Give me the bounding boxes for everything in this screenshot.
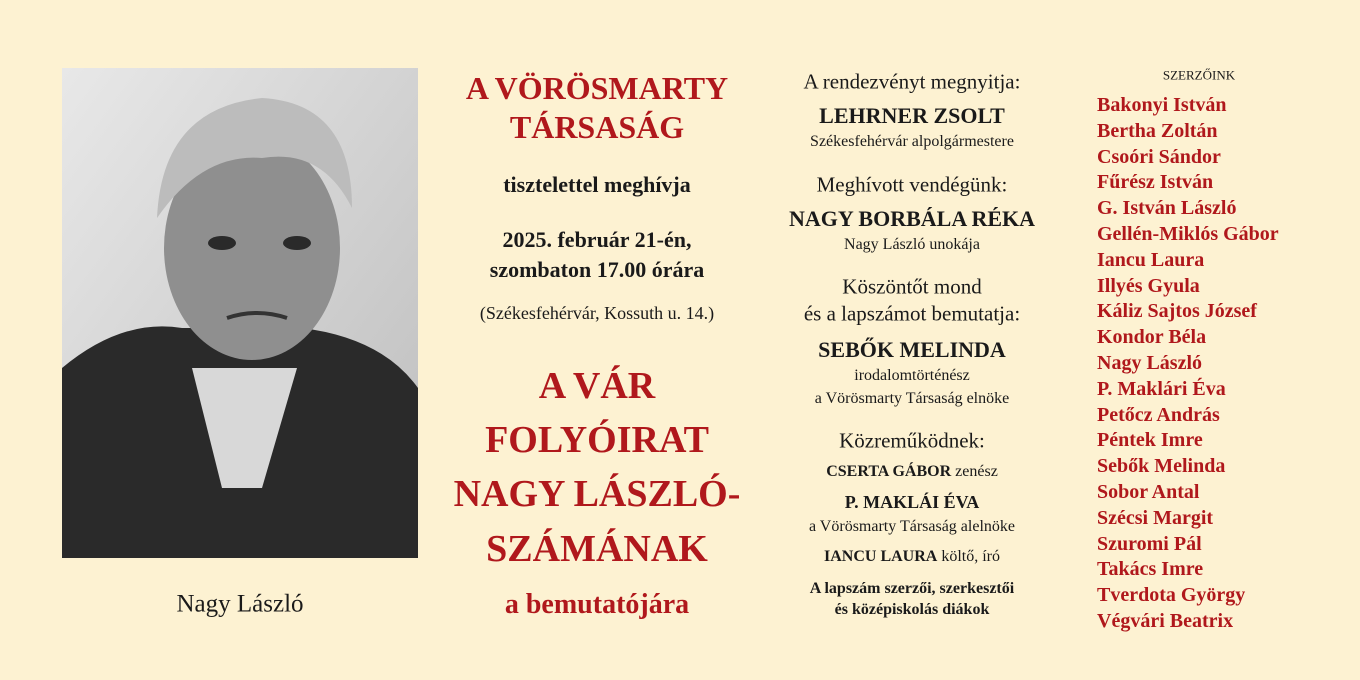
event-time: szombaton 17.00 órára [489, 257, 705, 282]
contributor-1-role: zenész [951, 463, 998, 480]
author-name: Nagy László [1097, 352, 1202, 374]
event-date: 2025. február 21-én, [502, 227, 692, 252]
author-name: Kondor Béla [1097, 326, 1207, 349]
author-name: Csoóri Sándor [1097, 145, 1221, 168]
author-name: Petőcz András [1097, 403, 1220, 426]
opening-label: A rendezvényt megnyitja: [803, 69, 1021, 94]
authors-title: SZERZŐINK [1162, 67, 1236, 83]
greeting-name: SEBŐK MELINDA [818, 337, 1006, 362]
author-name: Szécsi Margit [1097, 506, 1214, 529]
contributor-2-name: P. MAKLÁI ÉVA [844, 492, 980, 512]
greeting-label-1: Köszöntőt mond [842, 274, 982, 299]
event-title-line3: NAGY LÁSZLÓ- [453, 473, 741, 515]
guest-name: NAGY BORBÁLA RÉKA [788, 206, 1036, 231]
contributor-2-role: a Vörösmarty Társaság alelnöke [808, 518, 1016, 535]
author-name: Gellén-Miklós Gábor [1097, 223, 1279, 245]
author-name: Takács Imre [1097, 558, 1204, 581]
org-name-line1: A VÖRÖSMARTY [465, 70, 729, 106]
contributor-3-role: költő, író [937, 548, 1001, 565]
author-name: Illyés Gyula [1097, 274, 1200, 297]
greeting-role-2: a Vörösmarty Társaság elnöke [814, 390, 1010, 407]
invites-text: tisztelettel meghívja [503, 172, 691, 197]
event-address: (Székesfehérvár, Kossuth u. 14.) [479, 303, 715, 323]
event-title-line4: SZÁMÁNAK [486, 528, 708, 570]
contributors-label: Közreműködnek: [839, 428, 985, 453]
author-name: Káliz Sajtos József [1097, 300, 1257, 323]
contributor-1 [826, 464, 998, 480]
author-name: Sobor Antal [1097, 481, 1200, 503]
contributor-4-line2: és középiskolás diákok [834, 601, 990, 618]
contributor-4-line1: A lapszám szerzői, szerkesztői [809, 580, 1015, 597]
guest-label: Meghívott vendégünk: [816, 172, 1008, 197]
author-name: Péntek Imre [1097, 429, 1203, 452]
author-name: Fűrész István [1097, 171, 1214, 194]
guest-role: Nagy László unokája [844, 236, 980, 253]
portrait-caption: Nagy László [176, 590, 304, 618]
author-name: G. István László [1097, 197, 1237, 220]
author-name: Tverdota György [1097, 584, 1246, 607]
opening-name: LEHRNER ZSOLT [819, 103, 1005, 128]
portrait-photo [62, 68, 418, 558]
author-name: Bakonyi István [1097, 94, 1227, 116]
author-name: Szuromi Pál [1097, 532, 1202, 555]
author-name: P. Maklári Éva [1097, 377, 1226, 400]
author-name: Végvári Beatrix [1097, 610, 1234, 632]
contributor-1-name: CSERTA GÁBOR [826, 463, 952, 480]
contributor-3 [824, 549, 1000, 565]
author-name: Bertha Zoltán [1097, 119, 1218, 142]
greeting-role-1: irodalomtörténész [854, 367, 970, 384]
opening-role: Székesfehérvár alpolgármestere [810, 133, 1014, 150]
event-title-line1: A VÁR [538, 365, 656, 407]
org-name-line2: TÁRSASÁG [509, 109, 685, 145]
event-title-line5: a bemutatójára [504, 589, 690, 620]
greeting-label-2: és a lapszámot bemutatja: [803, 301, 1021, 326]
event-title-line2: FOLYÓIRAT [485, 419, 709, 461]
author-name: Iancu Laura [1097, 248, 1205, 271]
contributor-3-name: IANCU LAURA [823, 548, 938, 565]
author-name: Sebők Melinda [1097, 455, 1226, 478]
